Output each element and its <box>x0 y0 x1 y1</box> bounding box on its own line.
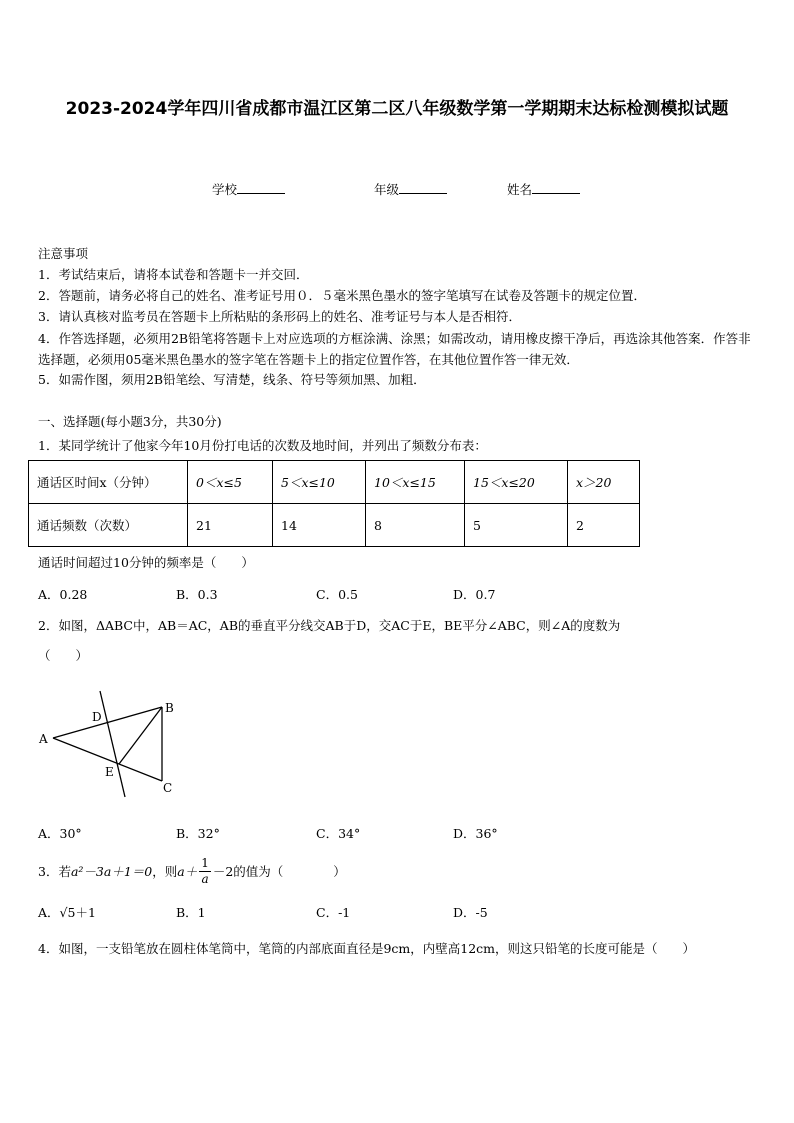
label-d: D <box>92 710 102 724</box>
table-cell: 21 <box>188 504 273 547</box>
note-item: 3．请认真核对监考员在答题卡上所粘贴的条形码上的姓名、准考证号与本人是否相符． <box>38 309 521 324</box>
note-item: 1．考试结束后，请将本试卷和答题卡一并交回． <box>38 267 309 282</box>
label-a: A <box>39 732 48 746</box>
option-b[interactable]: B．32° <box>176 826 220 841</box>
q3-stem: 3．若 a²－3a＋1＝0 ，则 a＋ 1 a －2 的值为（ ） <box>38 855 346 886</box>
notes-heading: 注意事项 <box>38 246 89 261</box>
note-item: 2．答题前，请务必将自己的姓名、准考证号用０．５毫米黑色墨水的签字笔填写在试卷及答题卡的规定位置． <box>38 288 646 303</box>
option-a[interactable]: A．√5＋1 <box>38 905 96 920</box>
fraction: 1 a <box>201 855 209 886</box>
option-c[interactable]: C．-1 <box>316 905 351 920</box>
option-a[interactable]: A．0.28 <box>38 587 88 602</box>
table-cell: 8 <box>366 504 465 547</box>
student-info-row <box>0 180 794 200</box>
table-cell: 14 <box>273 504 366 547</box>
table-cell: 5＜x≤10 <box>273 461 366 504</box>
option-b[interactable]: B．0.3 <box>176 587 218 602</box>
table-row <box>29 461 640 504</box>
table-cell: 0＜x≤5 <box>188 461 273 504</box>
frequency-table <box>28 460 640 547</box>
perpendicular-bisector <box>100 691 125 797</box>
table-cell: 通话频数（次数） <box>29 504 188 547</box>
option-c[interactable]: C．34° <box>316 826 361 841</box>
table-cell: 15＜x≤20 <box>465 461 568 504</box>
name-field[interactable]: 姓名 <box>507 180 580 198</box>
option-d[interactable]: D．0.7 <box>453 587 496 602</box>
grade-field[interactable]: 年级 <box>374 180 447 198</box>
option-b[interactable]: B．1 <box>176 905 206 920</box>
school-field[interactable]: 学校 <box>212 180 285 198</box>
q2-stem-cont: （ ） <box>38 648 89 663</box>
section-heading: 一、选择题(每小题3分，共30分) <box>38 414 222 429</box>
q3-equation: a²－3a＋1＝0 <box>70 864 153 879</box>
label-c: C <box>163 781 173 795</box>
q1-question: 通话时间超过10分钟的频率是（ ） <box>38 555 254 570</box>
note-item: 4．作答选择题，必须用2B铅笔将答题卡上对应选项的方框涂满、涂黑；如需改动，请用橡皮擦干净后，再选涂其他答案．作答非选择题，必须用05毫米黑色墨水的签字笔在答题卡上的指定位置作答，在其他位置作答一律无效． <box>38 331 751 367</box>
table-row <box>29 504 640 547</box>
option-d[interactable]: D．-5 <box>453 905 488 920</box>
segment-be <box>119 707 162 764</box>
option-a[interactable]: A．30° <box>38 826 82 841</box>
q2-stem: 2．如图，ΔABC中，AB＝AC，AB的垂直平分线交AB于D，交AC于E，BE平分∠ABC，则∠A的度数为 <box>38 618 621 633</box>
table-cell: x＞20 <box>568 461 640 504</box>
triangle-figure <box>34 686 194 806</box>
label-b: B <box>165 701 174 715</box>
label-e: E <box>105 765 114 779</box>
table-cell: 10＜x≤15 <box>366 461 465 504</box>
table-cell: 5 <box>465 504 568 547</box>
table-cell: 通话区时间x（分钟） <box>29 461 188 504</box>
table-cell: 2 <box>568 504 640 547</box>
option-d[interactable]: D．36° <box>453 826 498 841</box>
q4-stem: 4．如图，一支铅笔放在圆柱体笔筒中，笔筒的内部底面直径是9cm，内壁高12cm，则这只铅笔的长度可能是（ ） <box>38 941 696 956</box>
q1-stem: 1．某同学统计了他家今年10月份打电话的次数及地时间，并列出了频数分布表： <box>38 438 487 453</box>
note-item: 5．如需作图，须用2B铅笔绘、写清楚，线条、符号等须加黑、加粗． <box>38 372 426 387</box>
option-c[interactable]: C．0.5 <box>316 587 358 602</box>
page-title: 2023-2024学年四川省成都市温江区第二区八年级数学第一学期期末达标检测模拟试题 <box>65 99 729 119</box>
